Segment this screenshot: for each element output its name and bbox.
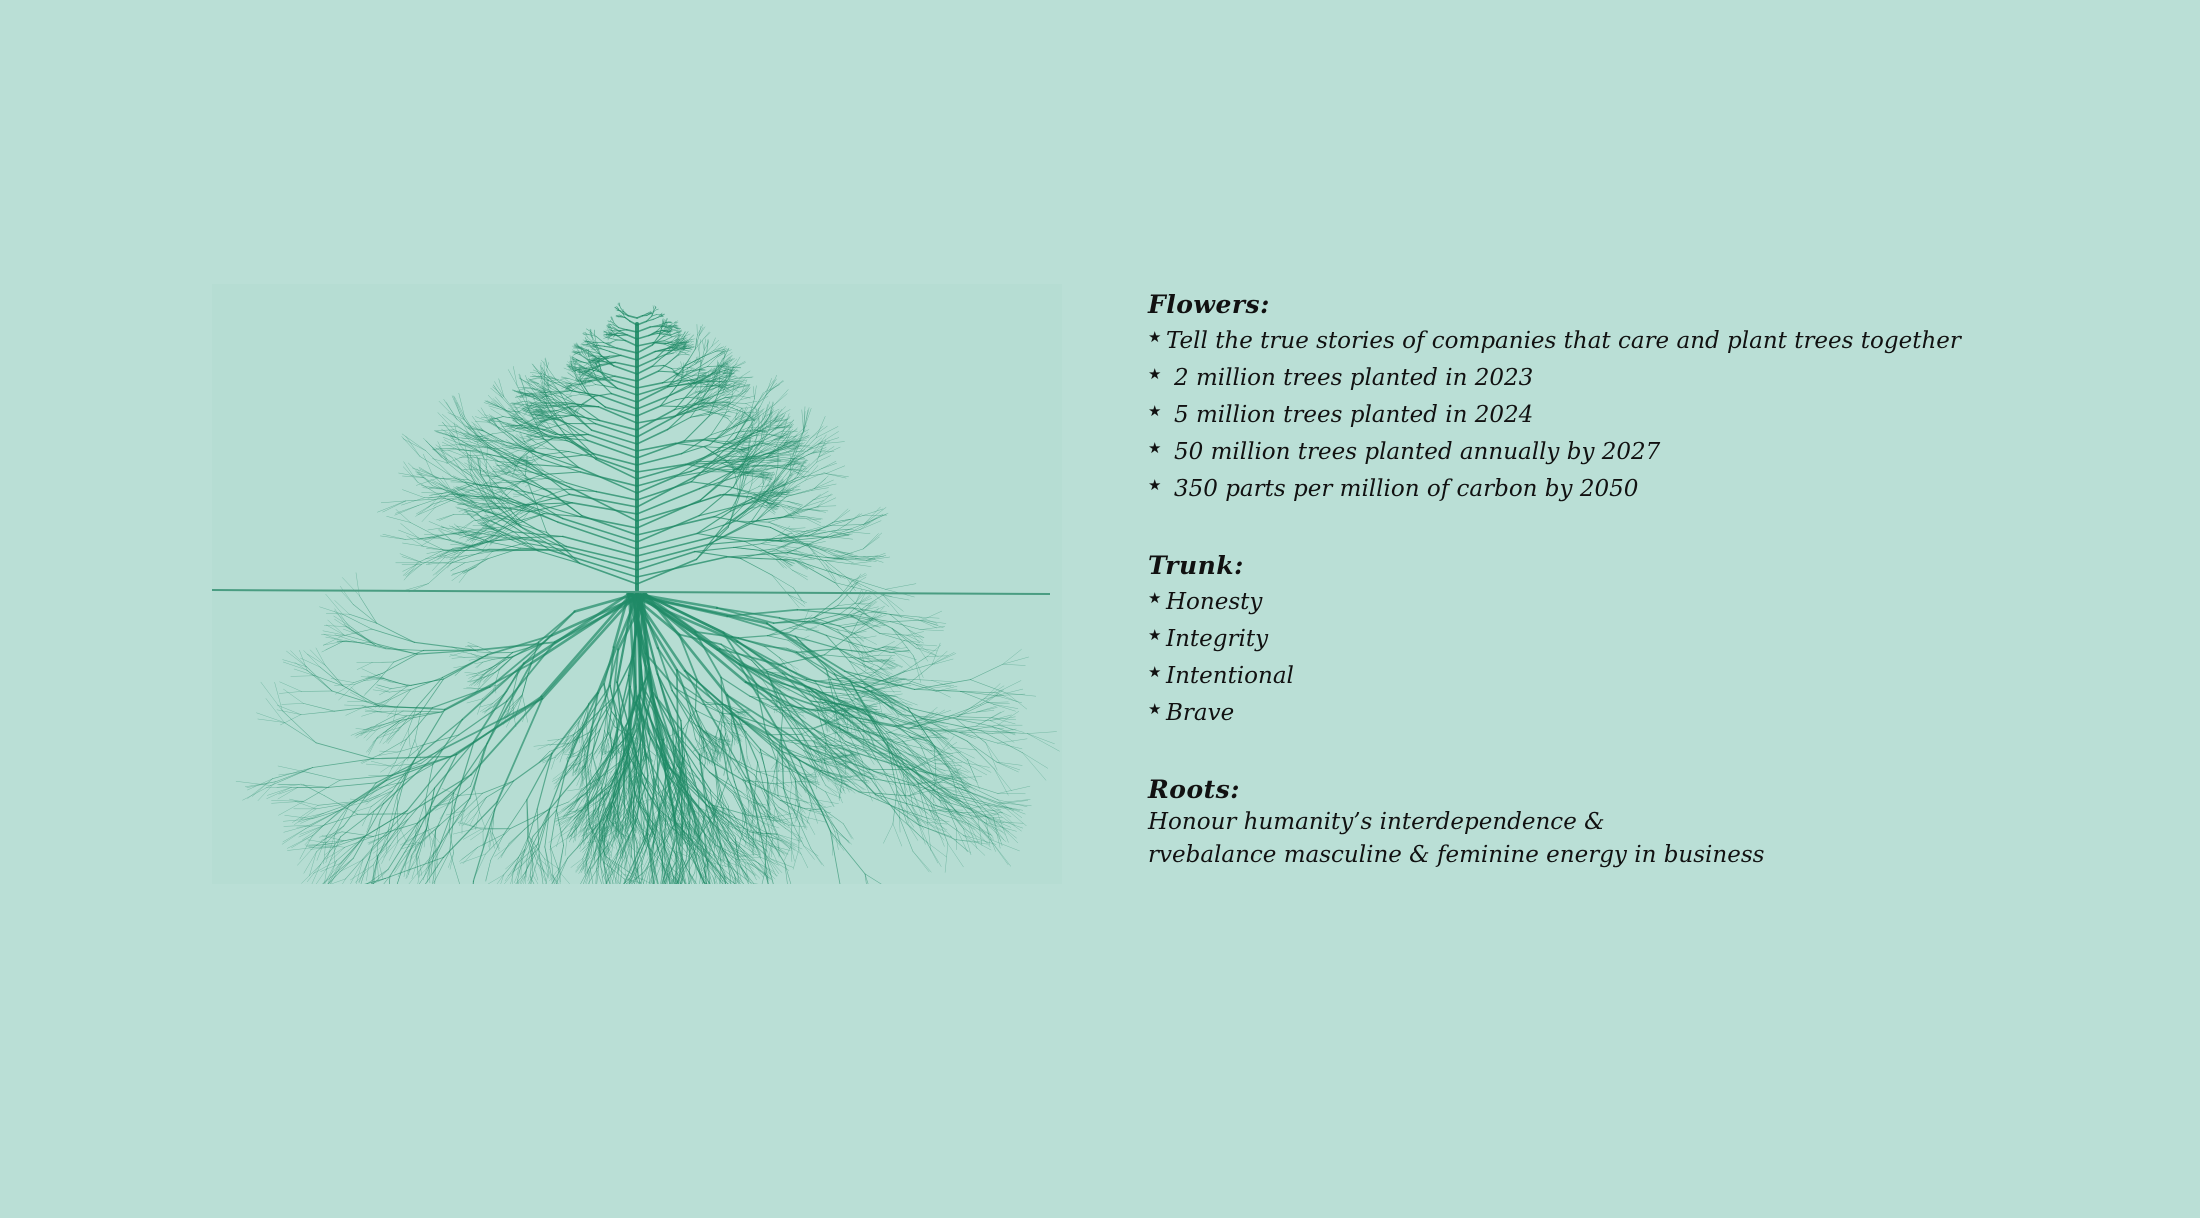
trunk-section bbox=[1148, 549, 2148, 730]
tree-illustration bbox=[212, 284, 1062, 884]
list-item: ★ 2 million trees planted in 2023 bbox=[1148, 358, 2148, 395]
list-item: ★ 50 million trees planted annually by 2027 bbox=[1148, 432, 2148, 469]
roots-line: rvebalance masculine & feminine energy in business bbox=[1148, 842, 1765, 868]
roots-section bbox=[1148, 773, 2148, 872]
list-item: ★ Honesty bbox=[1148, 582, 2148, 619]
star-icon: ★ bbox=[1148, 663, 1162, 681]
roots-heading: Roots: bbox=[1148, 775, 1240, 804]
star-icon: ★ bbox=[1148, 328, 1162, 346]
list-item: ★ Brave bbox=[1148, 693, 2148, 730]
star-icon: ★ bbox=[1148, 402, 1162, 420]
star-icon: ★ bbox=[1148, 700, 1162, 718]
flowers-section bbox=[1148, 288, 2148, 506]
star-icon: ★ bbox=[1148, 626, 1162, 644]
trunk-heading: Trunk: bbox=[1148, 551, 1244, 580]
flowers-heading: Flowers: bbox=[1148, 290, 1270, 319]
star-icon: ★ bbox=[1148, 439, 1162, 457]
list-item: ★ Intentional bbox=[1148, 656, 2148, 693]
list-item: ★ 350 parts per million of carbon by 2050 bbox=[1148, 469, 2148, 506]
content-panel bbox=[1148, 288, 2148, 915]
star-icon: ★ bbox=[1148, 589, 1162, 607]
star-icon: ★ bbox=[1148, 365, 1162, 383]
list-item: ★ Integrity bbox=[1148, 619, 2148, 656]
star-icon: ★ bbox=[1148, 476, 1162, 494]
tree-with-roots-icon bbox=[212, 284, 1062, 884]
roots-line: Honour humanity’s interdependence & bbox=[1148, 809, 1605, 835]
list-item: ★ Tell the true stories of companies that care and plant trees together bbox=[1148, 321, 2148, 358]
list-item: ★ 5 million trees planted in 2024 bbox=[1148, 395, 2148, 432]
